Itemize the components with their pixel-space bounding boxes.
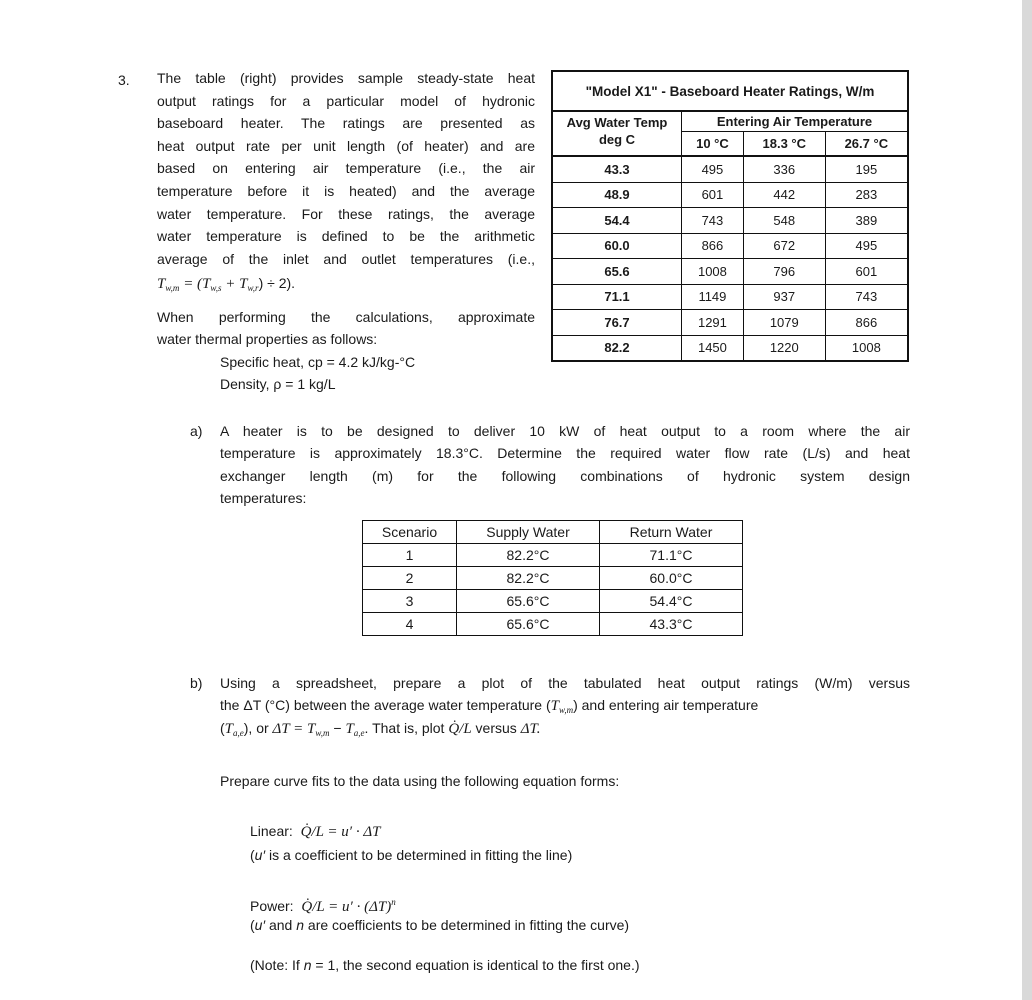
formula-text: + [221, 276, 240, 292]
symbol: n [296, 917, 305, 933]
text: ( [250, 917, 255, 933]
formula-symbol: T [202, 276, 211, 292]
rating-cell: 1008 [825, 335, 908, 361]
rating-cell: 1008 [682, 259, 744, 285]
avg-water-temp-cell: 60.0 [552, 233, 682, 259]
text: − [329, 720, 346, 736]
prepare-text: Prepare curve fits to the data using the following equation forms: [220, 773, 620, 789]
intro-line: baseboard heater. The ratings are presented as [157, 115, 535, 132]
text: and [265, 917, 297, 933]
part-a-line: A heater is to be designed to deliver 10 kW of heat output to a room where the air [220, 423, 910, 439]
rating-cell: 195 [825, 156, 908, 182]
column-header: 10 °C [682, 132, 744, 157]
scenario-header: Supply Water [457, 521, 600, 544]
symbol: u′ [254, 917, 266, 933]
scenario-cell: 65.6°C [457, 613, 600, 636]
equation: Q̇/L = u′ · (ΔT) [301, 899, 392, 915]
rating-cell: 1450 [682, 335, 744, 361]
text: are coefficients to be determined in fitting the curve) [304, 917, 630, 933]
ratings-row [552, 284, 908, 310]
density: Density, ρ = 1 kg/L [220, 376, 336, 392]
formula-sub: a,e [233, 728, 244, 738]
rating-cell: 672 [743, 233, 825, 259]
intro-line: based on entering air temperature (i.e., the air [157, 160, 535, 177]
linear-note [250, 845, 572, 865]
formula-symbol: T [550, 698, 559, 714]
part-b-line: Using a spreadsheet, prepare a plot of the tabulated heat output ratings (W/m) versus [220, 675, 910, 691]
note [250, 955, 640, 975]
formula-sub: w,m [165, 283, 180, 293]
text: versus [471, 720, 521, 736]
text: (Note: If [250, 957, 304, 973]
scenario-cell: 65.6°C [457, 590, 600, 613]
formula-symbol: T [307, 721, 316, 737]
intro-line: water temperature is defined to be the arithmetic [157, 228, 535, 245]
formula-symbol: T [224, 721, 234, 737]
rating-cell: 601 [825, 259, 908, 285]
equation: Q̇/L = u′ · ΔT [300, 824, 381, 840]
scenario-row [363, 567, 743, 590]
row-header-line: Avg Water Temp [566, 115, 668, 130]
formula-sub: w,m [315, 728, 330, 738]
scenario-cell: 4 [363, 613, 457, 636]
column-header: 18.3 °C [743, 132, 825, 157]
rating-cell: 866 [825, 310, 908, 336]
ratings-row [552, 182, 908, 208]
part-a-label: a) [190, 423, 203, 439]
intro-line: heat output rate per unit length (of heater) and are [157, 137, 535, 154]
scenario-cell: 2 [363, 567, 457, 590]
formula-sub: a,e [353, 728, 365, 738]
rating-cell: 1149 [682, 284, 744, 310]
rating-cell: 1291 [682, 310, 744, 336]
rating-cell: 1220 [743, 335, 825, 361]
formula-sub: w,r [247, 283, 259, 293]
intro-line: output ratings for a particular model of hydronic [157, 92, 535, 109]
text: ), or [243, 720, 273, 736]
ratings-row [552, 259, 908, 285]
text: ) and entering air temperature [573, 697, 759, 713]
rating-cell: 495 [825, 233, 908, 259]
text: ( [220, 720, 225, 736]
rating-cell: 495 [682, 156, 744, 182]
row-header [552, 111, 682, 156]
symbol: n [303, 957, 312, 973]
text: is a coefficient to be determined in fitting the line) [265, 847, 573, 863]
equation-label: Power: [250, 898, 294, 914]
rating-cell: 601 [682, 182, 744, 208]
ratings-row [552, 310, 908, 336]
rating-cell: 796 [743, 259, 825, 285]
ratings-row [552, 233, 908, 259]
ratings-row [552, 208, 908, 234]
avg-water-temp-cell: 43.3 [552, 156, 682, 182]
scenario-header: Return Water [600, 521, 743, 544]
scenario-cell: 1 [363, 544, 457, 567]
exponent: n [391, 897, 396, 907]
avg-water-temp-cell: 76.7 [552, 310, 682, 336]
scenario-row [363, 544, 743, 567]
power-note [250, 915, 629, 935]
scenario-row [363, 590, 743, 613]
rating-cell: 743 [825, 284, 908, 310]
linear-equation [250, 821, 380, 841]
formula-text: ΔT. [520, 721, 541, 737]
formula-sub: w,s [210, 283, 222, 293]
props-line: When performing the calculations, approximate [157, 309, 535, 325]
text: the ΔT (°C) between the average water temperature ( [220, 697, 551, 713]
ratings-row [552, 335, 908, 361]
formula-text: ΔT = [272, 721, 308, 737]
ratings-table [551, 70, 909, 362]
problem-number: 3. [118, 72, 130, 88]
part-a-line: temperature is approximately 18.3°C. Determine the required water flow rate (L/s) and heat [220, 445, 910, 462]
ratings-table-title: "Model X1" - Baseboard Heater Ratings, W/m [552, 71, 908, 111]
avg-water-temp-cell: 65.6 [552, 259, 682, 285]
text: . That is, plot [364, 720, 449, 736]
formula-text: Q̇/L [448, 721, 472, 737]
ratings-row [552, 156, 908, 182]
average-temp-formula [157, 273, 295, 293]
intro-line: temperature before it is heated) and the average [157, 183, 535, 199]
scenario-cell: 82.2°C [457, 544, 600, 567]
formula-symbol: T [239, 276, 248, 292]
avg-water-temp-cell: 71.1 [552, 284, 682, 310]
scenario-cell: 71.1°C [600, 544, 743, 567]
rating-cell: 937 [743, 284, 825, 310]
avg-water-temp-cell: 82.2 [552, 335, 682, 361]
scenario-cell: 43.3°C [600, 613, 743, 636]
rating-cell: 283 [825, 182, 908, 208]
scenario-cell: 3 [363, 590, 457, 613]
formula-sub: w,m [558, 705, 574, 715]
formula-symbol: T [157, 276, 166, 292]
formula-symbol: T [345, 721, 354, 737]
intro-line: average of the inlet and outlet temperatures (i.e., [157, 250, 535, 267]
part-b-label: b) [190, 675, 203, 691]
scenario-table [362, 520, 743, 636]
page-edge [1022, 0, 1032, 1000]
scenario-cell: 60.0°C [600, 567, 743, 590]
scenario-header: Scenario [363, 521, 457, 544]
text: ( [250, 847, 255, 863]
rating-cell: 866 [682, 233, 744, 259]
scenario-cell: 82.2°C [457, 567, 600, 590]
rating-cell: 336 [743, 156, 825, 182]
rating-cell: 1079 [743, 310, 825, 336]
rating-cell: 743 [682, 208, 744, 234]
rating-cell: 442 [743, 182, 825, 208]
part-a-line: exchanger length (m) for the following combinations of hydronic system design [220, 467, 910, 484]
text: = 1, the second equation is identical to the first one.) [311, 957, 640, 973]
group-header: Entering Air Temperature [682, 111, 909, 132]
part-a-line: temperatures: [220, 489, 307, 506]
row-header-line: deg C [598, 132, 636, 147]
formula-text: = ( [179, 276, 203, 292]
scenario-row [363, 613, 743, 636]
formula-text: ) ÷ 2). [258, 275, 296, 291]
rating-cell: 548 [743, 208, 825, 234]
avg-water-temp-cell: 54.4 [552, 208, 682, 234]
avg-water-temp-cell: 48.9 [552, 182, 682, 208]
intro-line: water temperature. For these ratings, the average [157, 205, 535, 222]
scenario-cell: 54.4°C [600, 590, 743, 613]
specific-heat: Specific heat, cp = 4.2 kJ/kg-°C [220, 354, 416, 370]
equation-label: Linear: [250, 823, 293, 839]
part-b-line [220, 718, 540, 738]
part-b-line [220, 695, 758, 715]
intro-line: The table (right) provides sample steady-state heat [157, 70, 535, 86]
column-header: 26.7 °C [825, 132, 908, 157]
symbol: u′ [254, 847, 266, 863]
rating-cell: 389 [825, 208, 908, 234]
props-line: water thermal properties as follows: [157, 331, 378, 347]
power-equation [250, 892, 396, 915]
